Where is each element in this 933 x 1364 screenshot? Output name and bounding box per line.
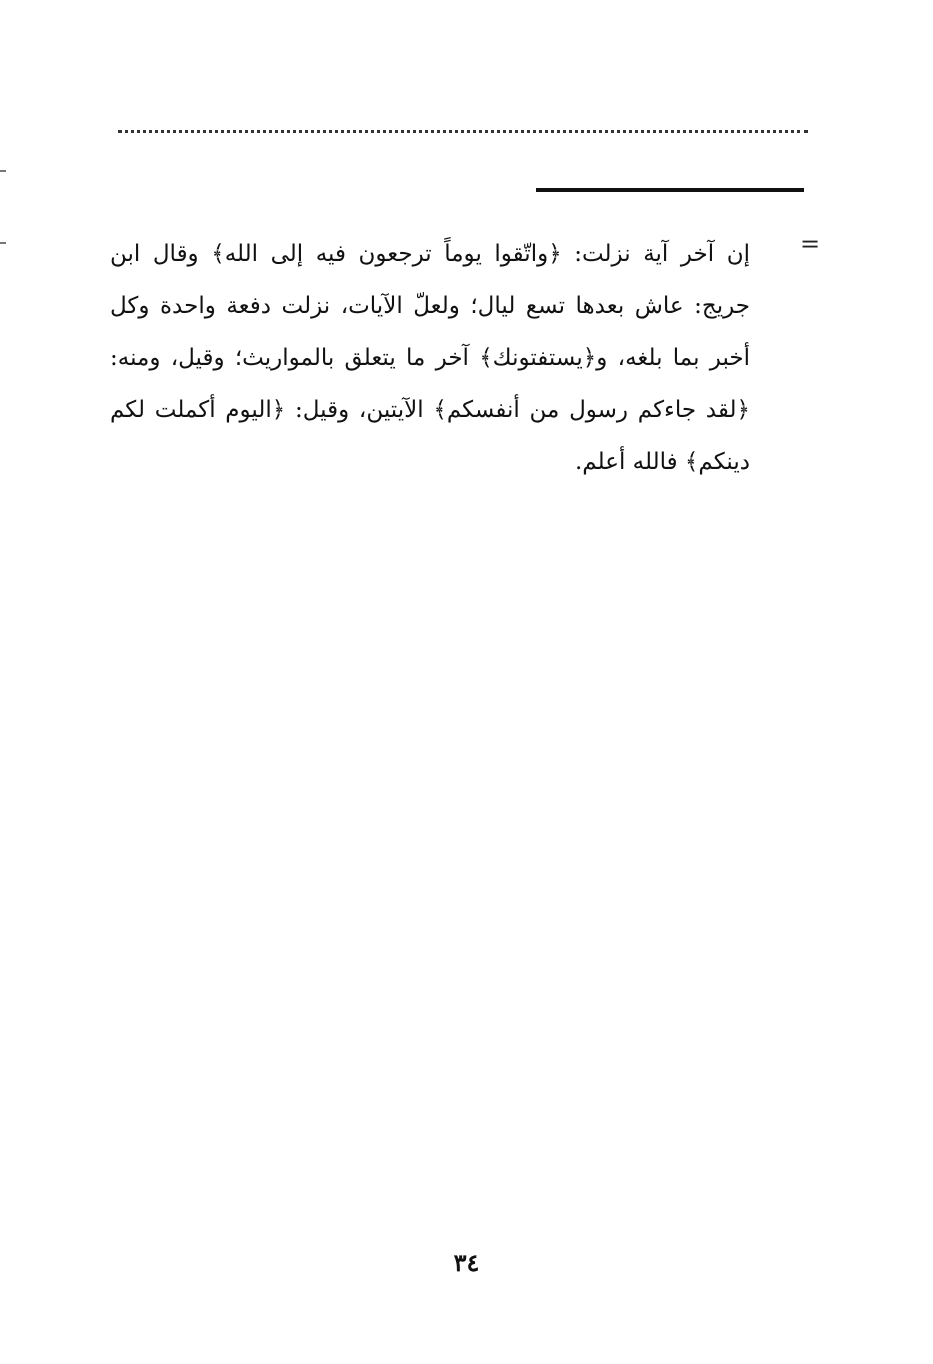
footnote-separator-line: [536, 188, 804, 192]
footnote-text: إن آخر آية نزلت: ﴿واتّقوا يوماً ترجعون فيه إلى الله﴾ وقال ابن جريج: عاش بعدها تسع ليال؛ ولعلّ الآيات، نزلت دفعة واحدة وكل أخبر بما بلغه، و﴿يستفتونك﴾ آخر ما يتعلق بالمواريث؛ وقيل، ومنه: ﴿لقد جاءكم رسول من أنفسكم﴾ الآيتين، وقيل: ﴿اليوم أكملت لكم دينكم﴾ فالله أعلم.: [110, 241, 750, 475]
footnote-continuation-mark: =: [800, 230, 821, 258]
page-number: ٣٤: [453, 1248, 480, 1277]
scan-edge-mark: [0, 242, 6, 244]
dotted-separator: [118, 130, 808, 133]
scan-edge-mark: [0, 170, 6, 172]
